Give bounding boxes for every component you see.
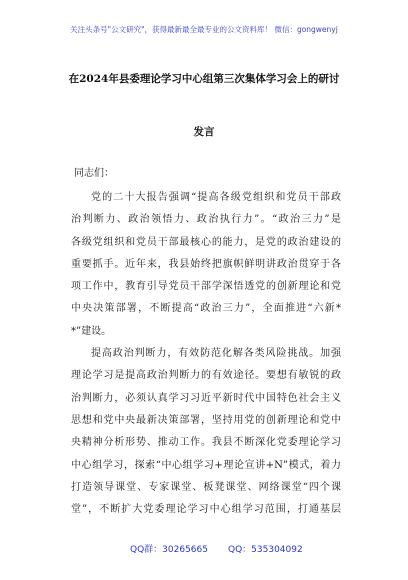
salutation: 同志们： <box>74 168 114 179</box>
top-banner: 关注头条号"公文研究"，获得最新最全最专业的公文资料库！ 微信：gongwenyj <box>70 25 338 34</box>
body-line: *”建设。 <box>71 325 112 337</box>
document-body <box>71 187 341 521</box>
body-line: 中央决策部署，不断提高“政治三力”，全面推进“六新* <box>71 303 341 315</box>
body-line: 理论学习是提高政治判断力的有效途径。要想有敏锐的政 <box>71 370 341 382</box>
paragraph-2 <box>71 343 341 521</box>
body-line: 提高政治判断力，有效防范化解各类风险挑战。加强 <box>91 348 341 360</box>
body-line: 党的二十大报告强调“提高各级党组织和党员干部政 <box>91 192 341 203</box>
qq-group-number: QQ群：30265665 <box>130 545 208 555</box>
body-line: 各级党组织和党员干部最核心的能力，是党的政治建设的 <box>71 236 341 248</box>
body-line: 堂”，不断扩大党委理论学习中心组学习范围，打通基层 <box>71 504 341 516</box>
body-line: 治判断力，必须认真学习习近平新时代中国特色社会主义 <box>71 392 341 404</box>
qq-number: QQ：535304092 <box>228 545 303 555</box>
body-line: 项工作中，教育引导党员干部学深悟透党的创新理论和党 <box>71 281 341 293</box>
body-line: 重要抓手。近年来，我县始终把旗帜鲜明讲政治贯穿于各 <box>71 258 341 270</box>
body-line: 央精神分析形势、推动工作。我县不断深化党委理论学习 <box>71 437 341 449</box>
document-title-continued: 发言 <box>193 126 215 138</box>
body-line: 中心组学习，探索“中心组学习+理论宣讲+N”模式，着力 <box>71 459 341 471</box>
body-line: 思想和党中央最新决策部署，坚持用党的创新理论和党中 <box>71 414 341 426</box>
paragraph-1 <box>71 187 341 343</box>
body-line: 打造领导课堂、专家课堂、板凳课堂、网络课堂“四个课 <box>71 481 341 493</box>
document-title: 在2024年县委理论学习中心组第三次集体学习会上的研讨 <box>68 73 340 85</box>
body-line: 治判断力、政治领悟力、政治执行力”。“政治三力”是 <box>71 214 341 226</box>
